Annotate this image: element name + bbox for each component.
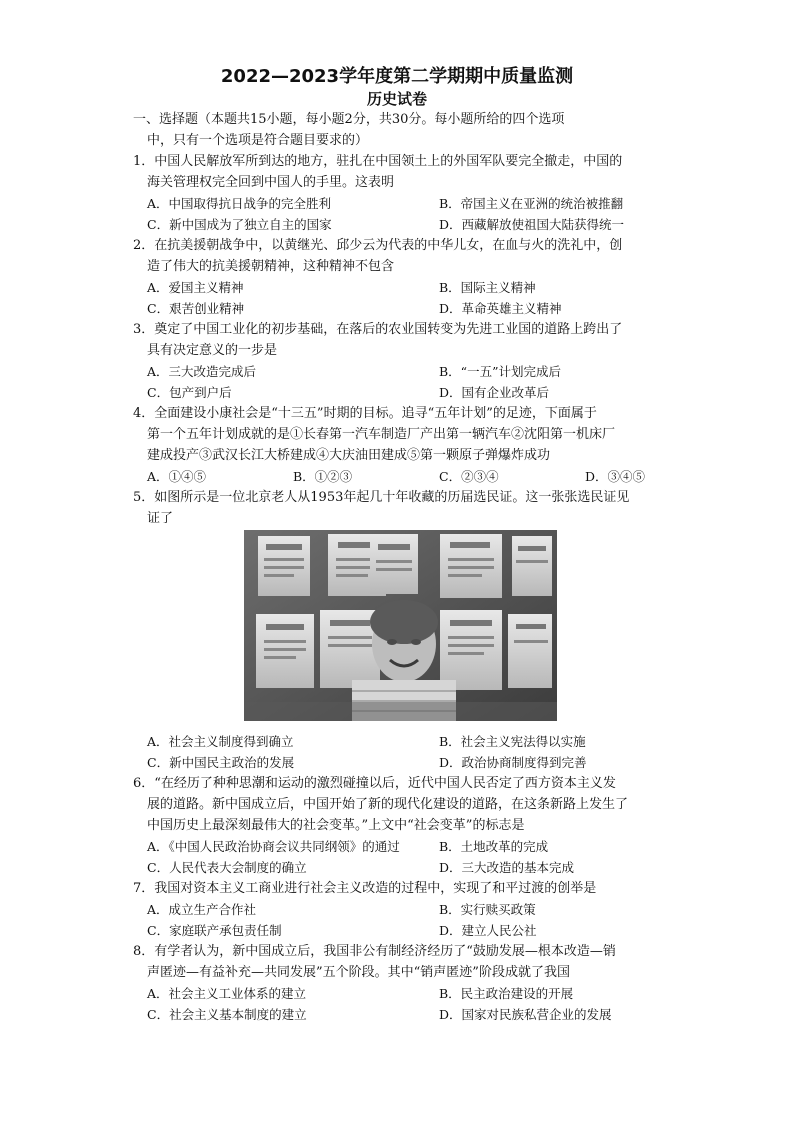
section-heading-line1: 一、选择题（本题共15小题，每小题2分，共30分。每小题所给的四个选项 — [133, 112, 565, 127]
question-8-option-a: A．社会主义工业体系的建立 — [147, 986, 307, 1001]
question-4-option-b: B．①②③ — [293, 469, 353, 484]
question-5-option-c: C．新中国民主政治的发展 — [147, 755, 295, 770]
question-6-line3: 中国历史上最深刻最伟大的社会变革。”上文中“社会变革”的标志是 — [147, 818, 525, 833]
question-7-option-d: D．建立人民公社 — [439, 923, 537, 938]
question-1-line2: 海关管理权完全回到中国人的手里。这表明 — [147, 175, 395, 190]
section-heading-line2: 中，只有一个选项是符合题目要求的） — [147, 133, 369, 148]
question-6-option-a: A．《中国人民政治协商会议共同纲领》的通过 — [147, 839, 400, 854]
question-5-line1: 5．如图所示是一位北京老人从1953年起几十年收藏的历届选民证。这一张张选民证见 — [133, 490, 630, 505]
question-2-option-c: C．艰苦创业精神 — [147, 301, 245, 316]
question-5-line2: 证了 — [147, 511, 174, 526]
question-6-option-c: C．人民代表大会制度的确立 — [147, 860, 307, 875]
question-5-option-a: A．社会主义制度得到确立 — [147, 734, 294, 749]
question-4-line3: 建成投产③武汉长江大桥建成④大庆油田建成⑤第一颗原子弹爆炸成功 — [147, 448, 551, 463]
question-8-option-c: C．社会主义基本制度的建立 — [147, 1007, 307, 1022]
question-8-option-d: D．国家对民族私营企业的发展 — [439, 1007, 612, 1022]
question-7-option-a: A．成立生产合作社 — [147, 902, 257, 917]
exam-title: 2022—2023学年度第二学期期中质量监测 — [220, 66, 574, 87]
question-6-option-d: D．三大改造的基本完成 — [439, 860, 575, 875]
question-4-line2: 第一个五年计划成就的是①长春第一汽车制造厂产出第一辆汽车②沈阳第一机床厂 — [147, 427, 616, 442]
question-4-option-c: C．②③④ — [439, 469, 499, 484]
question-5-option-b: B．社会主义宪法得以实施 — [439, 734, 586, 749]
question-3-option-a: A．三大改造完成后 — [147, 364, 257, 379]
question-1-option-a: A．中国取得抗日战争的完全胜利 — [147, 196, 332, 211]
question-8-line1: 8．有学者认为，新中国成立后，我国非公有制经济经历了“鼓励发展—根本改造—销 — [133, 944, 616, 959]
question-6-line2: 展的道路。新中国成立后，中国开始了新的现代化建设的道路，在这条新路上发生了 — [147, 797, 629, 812]
question-8-line2: 声匿迹—有益补充—共同发展”五个阶段。其中“销声匿迹”阶段成就了我国 — [147, 965, 570, 980]
question-2-option-a: A．爱国主义精神 — [147, 280, 244, 295]
question-7-line1: 7．我国对资本主义工商业进行社会主义改造的过程中，实现了和平过渡的创举是 — [133, 881, 597, 896]
voter-cards-photo-drawing — [244, 530, 557, 721]
question-1-option-c: C．新中国成为了独立自主的国家 — [147, 217, 332, 232]
question-1-option-d: D．西藏解放使祖国大陆获得统一 — [439, 217, 625, 232]
question-8-option-b: B．民主政治建设的开展 — [439, 986, 574, 1001]
exam-subtitle: 历史试卷 — [366, 90, 427, 108]
question-3-option-d: D．国有企业改革后 — [439, 385, 550, 400]
question-6-option-b: B．土地改革的完成 — [439, 839, 549, 854]
question-3-option-c: C．包产到户后 — [147, 385, 232, 400]
question-1-line1: 1．中国人民解放军所到达的地方，驻扎在中国领土上的外国军队要完全撤走，中国的 — [133, 154, 623, 169]
question-2-option-b: B．国际主义精神 — [439, 280, 536, 295]
voter-cards-photo — [244, 530, 557, 721]
question-2-line2: 造了伟大的抗美援朝精神，这种精神不包含 — [147, 259, 395, 274]
question-3-line2: 具有决定意义的一步是 — [147, 343, 278, 358]
question-7-option-b: B．实行赎买政策 — [439, 902, 536, 917]
question-4-option-a: A．①④⑤ — [147, 469, 207, 484]
question-2-line1: 2．在抗美援朝战争中，以黄继光、邱少云为代表的中华儿女，在血与火的洗礼中，创 — [133, 238, 623, 253]
question-3-line1: 3．奠定了中国工业化的初步基础，在落后的农业国转变为先进工业国的道路上跨出了 — [133, 322, 623, 337]
question-6-line1: 6．“在经历了种种思潮和运动的激烈碰撞以后，近代中国人民否定了西方资本主义发 — [133, 776, 616, 791]
question-4-line1: 4．全面建设小康社会是“十三五”时期的目标。追寻“五年计划”的足迹，下面属于 — [133, 406, 597, 421]
question-2-option-d: D．革命英雄主义精神 — [439, 301, 562, 316]
question-4-option-d: D．③④⑤ — [585, 469, 646, 484]
question-7-option-c: C．家庭联产承包责任制 — [147, 923, 282, 938]
question-3-option-b: B．“一五”计划完成后 — [439, 364, 561, 379]
question-1-option-b: B．帝国主义在亚洲的统治被推翻 — [439, 196, 624, 211]
question-5-option-d: D．政治协商制度得到完善 — [439, 755, 587, 770]
